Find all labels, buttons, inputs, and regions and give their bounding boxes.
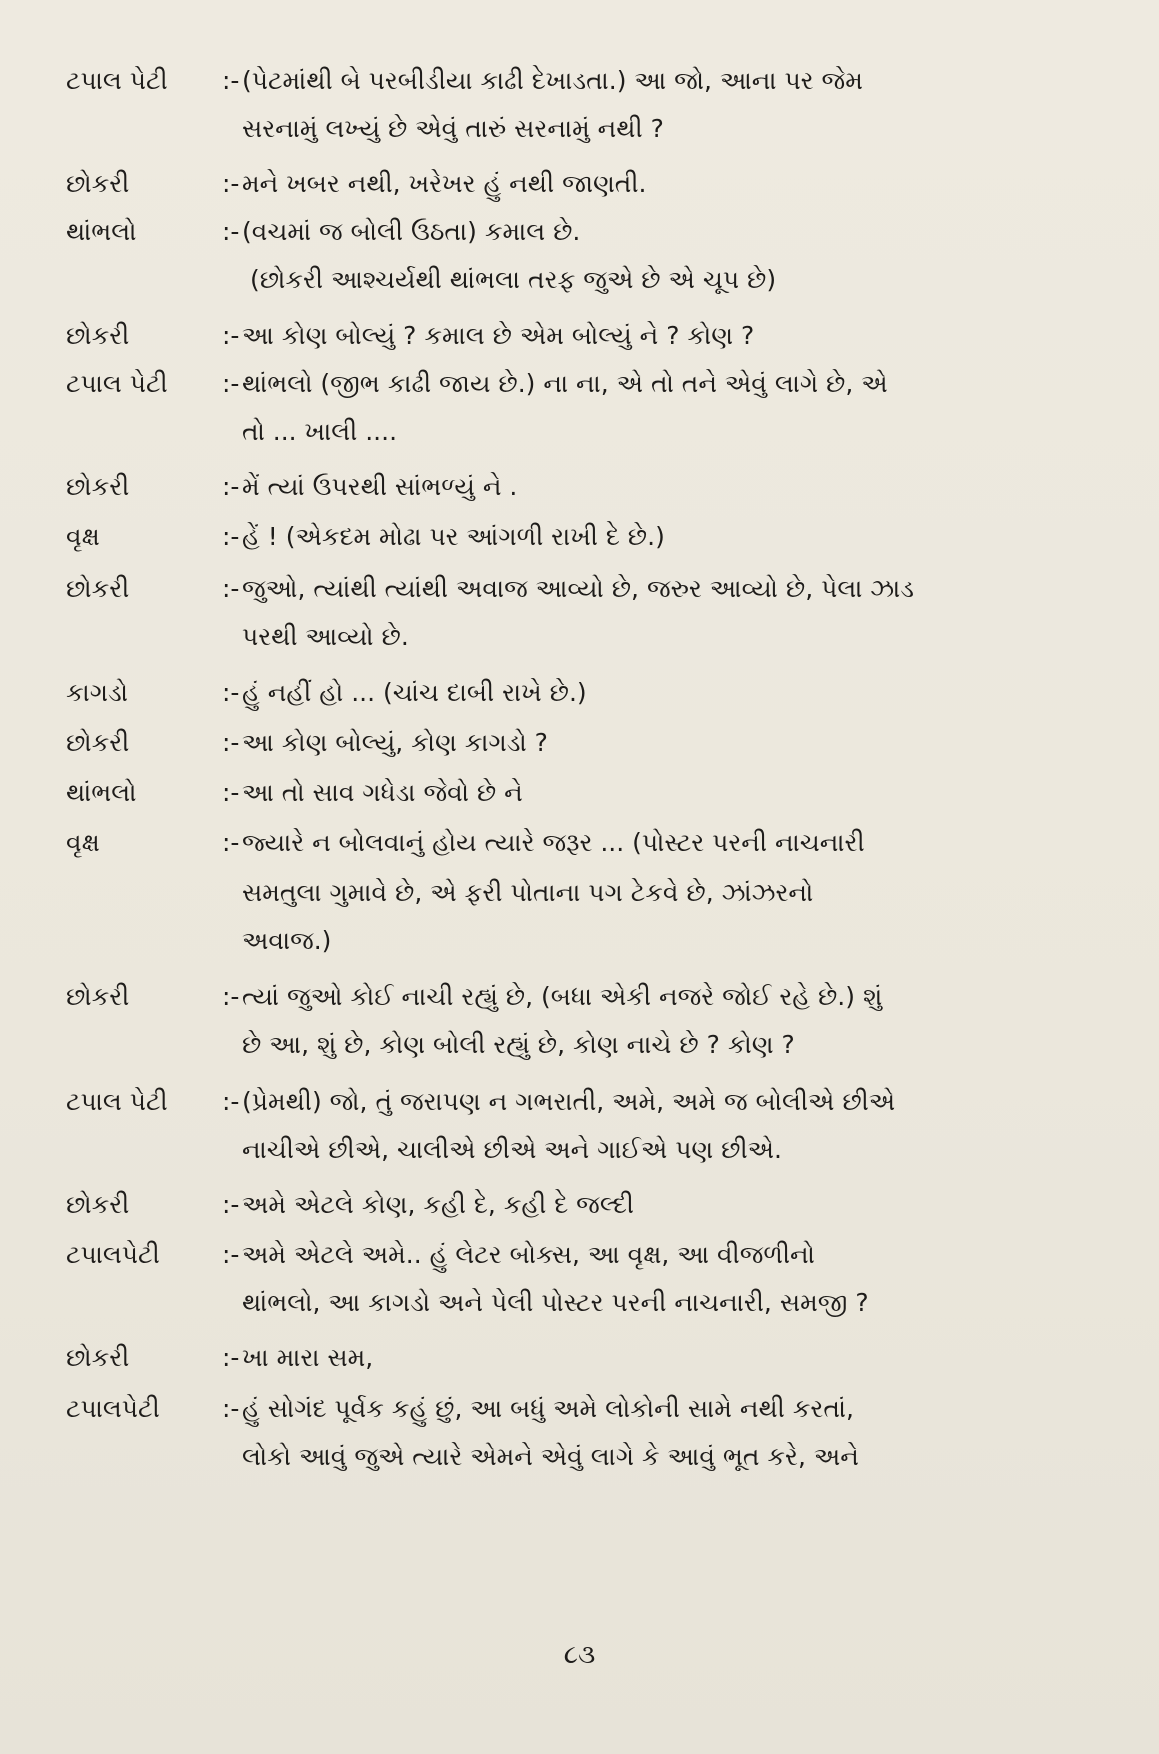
dialogue-continuation: થાંભલો, આ કાગડો અને પેલી પોસ્ટર પરની નાચનારી, સમજી ? — [242, 1288, 869, 1317]
dialogue-continuation: સમતુલા ગુમાવે છે, એ ફરી પોતાના પગ ટેકવે છે, ઝાંઝરનો — [242, 878, 814, 907]
speaker-separator: :- — [222, 321, 240, 350]
speaker-separator: :- — [222, 1087, 240, 1116]
speaker-separator: :- — [222, 66, 240, 95]
dialogue-continuation: તો ... ખાલી .... — [242, 417, 398, 446]
speaker-name: ટપાલ પેટી — [66, 369, 168, 398]
speaker-name: છોકરી — [66, 982, 130, 1011]
speaker-name: કાગડો — [66, 678, 129, 707]
dialogue-continuation: નાચીએ છીએ, ચાલીએ છીએ અને ગાઈએ પણ છીએ. — [242, 1135, 782, 1164]
page-number: ૮૩ — [563, 1640, 596, 1670]
speaker-separator: :- — [222, 574, 240, 603]
speaker-name: છોકરી — [66, 472, 130, 501]
dialogue-text: આ કોણ બોલ્યું, કોણ કાગડો ? — [242, 728, 548, 757]
dialogue-text: આ કોણ બોલ્યું ? કમાલ છે એમ બોલ્યું ને ? કોણ ? — [242, 321, 755, 350]
dialogue-text: હું નહીં હો ... (ચાંચ દાબી રાખે છે.) — [242, 678, 587, 707]
dialogue-text: ખા મારા સમ, — [242, 1343, 374, 1372]
dialogue-text: આ તો સાવ ગધેડા જેવો છે ને — [242, 778, 523, 807]
speaker-name: થાંભલો — [66, 778, 137, 807]
dialogue-text: થાંભલો (જીભ કાઢી જાય છે.) ના ના, એ તો તને એવું લાગે છે, એ — [242, 369, 888, 398]
dialogue-continuation: છે આ, શું છે, કોણ બોલી રહ્યું છે, કોણ નાચે છે ? કોણ ? — [242, 1030, 795, 1059]
speaker-name: થાંભલો — [66, 217, 137, 246]
dialogue-text: (વચમાં જ બોલી ઉઠતા) કમાલ છે. — [242, 217, 581, 246]
speaker-separator: :- — [222, 728, 240, 757]
dialogue-continuation: સરનામું લખ્યું છે એવું તારું સરનામું નથી ? — [242, 114, 664, 143]
speaker-separator: :- — [222, 1343, 240, 1372]
dialogue-text: જુઓ, ત્યાંથી ત્યાંથી અવાજ આવ્યો છે, જરુર આવ્યો છે, પેલા ઝાડ — [242, 574, 914, 603]
dialogue-text: અમે એટલે અમે.. હું લેટર બોક્સ, આ વૃક્ષ, આ વીજળીનો — [242, 1240, 815, 1269]
speaker-separator: :- — [222, 828, 240, 857]
speaker-name: ટપાલપેટી — [66, 1394, 160, 1423]
speaker-name: ટપાલપેટી — [66, 1240, 160, 1269]
speaker-name: છોકરી — [66, 169, 130, 198]
speaker-separator: :- — [222, 217, 240, 246]
speaker-name: છોકરી — [66, 1190, 130, 1219]
dialogue-text: હું સોગંદ પૂર્વક કહું છું, આ બધું અમે લોકોની સામે નથી કરતાં, — [242, 1394, 854, 1423]
dialogue-text: મને ખબર નથી, ખરેખર હું નથી જાણતી. — [242, 169, 647, 198]
speaker-name: ટપાલ પેટી — [66, 1087, 168, 1116]
dialogue-text: ત્યાં જુઓ કોઈ નાચી રહ્યું છે, (બધા એકી નજરે જોઈ રહે છે.) શું — [242, 982, 883, 1011]
speaker-separator: :- — [222, 778, 240, 807]
speaker-separator: :- — [222, 522, 240, 551]
dialogue-text: જ્યારે ન બોલવાનું હોય ત્યારે જરૂર ... (પોસ્ટર પરની નાચનારી — [242, 828, 865, 857]
speaker-separator: :- — [222, 1394, 240, 1423]
speaker-separator: :- — [222, 1190, 240, 1219]
dialogue-continuation: પરથી આવ્યો છે. — [242, 622, 409, 651]
dialogue-text: મેં ત્યાં ઉપરથી સાંભળ્યું ને . — [242, 472, 518, 501]
speaker-name: છોકરી — [66, 321, 130, 350]
speaker-separator: :- — [222, 982, 240, 1011]
dialogue-continuation: અવાજ.) — [242, 926, 332, 955]
dialogue-text: (પ્રેમથી) જો, તું જરાપણ ન ગભરાતી, અમે, અમે જ બોલીએ છીએ — [242, 1087, 896, 1116]
speaker-name: ટપાલ પેટી — [66, 66, 168, 95]
stage-direction: (છોકરી આશ્ચર્યથી થાંભલા તરફ જુએ છે એ ચૂપ છે) — [250, 265, 777, 294]
speaker-separator: :- — [222, 169, 240, 198]
dialogue-text: હેં ! (એકદમ મોઢા પર આંગળી રાખી દે છે.) — [242, 522, 665, 551]
dialogue-continuation: લોકો આવું જુએ ત્યારે એમને એવું લાગે કે આવું ભૂત કરે, અને — [242, 1442, 859, 1471]
dialogue-text: (પેટમાંથી બે પરબીડીયા કાઢી દેખાડતા.) આ જો, આના પર જેમ — [242, 66, 863, 95]
speaker-separator: :- — [222, 369, 240, 398]
speaker-name: છોકરી — [66, 728, 130, 757]
speaker-name: વૃક્ષ — [66, 522, 100, 551]
speaker-name: છોકરી — [66, 574, 130, 603]
speaker-separator: :- — [222, 1240, 240, 1269]
speaker-name: છોકરી — [66, 1343, 130, 1372]
speaker-separator: :- — [222, 472, 240, 501]
dialogue-text: અમે એટલે કોણ, કહી દે, કહી દે જલ્દી — [242, 1190, 634, 1219]
speaker-name: વૃક્ષ — [66, 828, 100, 857]
speaker-separator: :- — [222, 678, 240, 707]
